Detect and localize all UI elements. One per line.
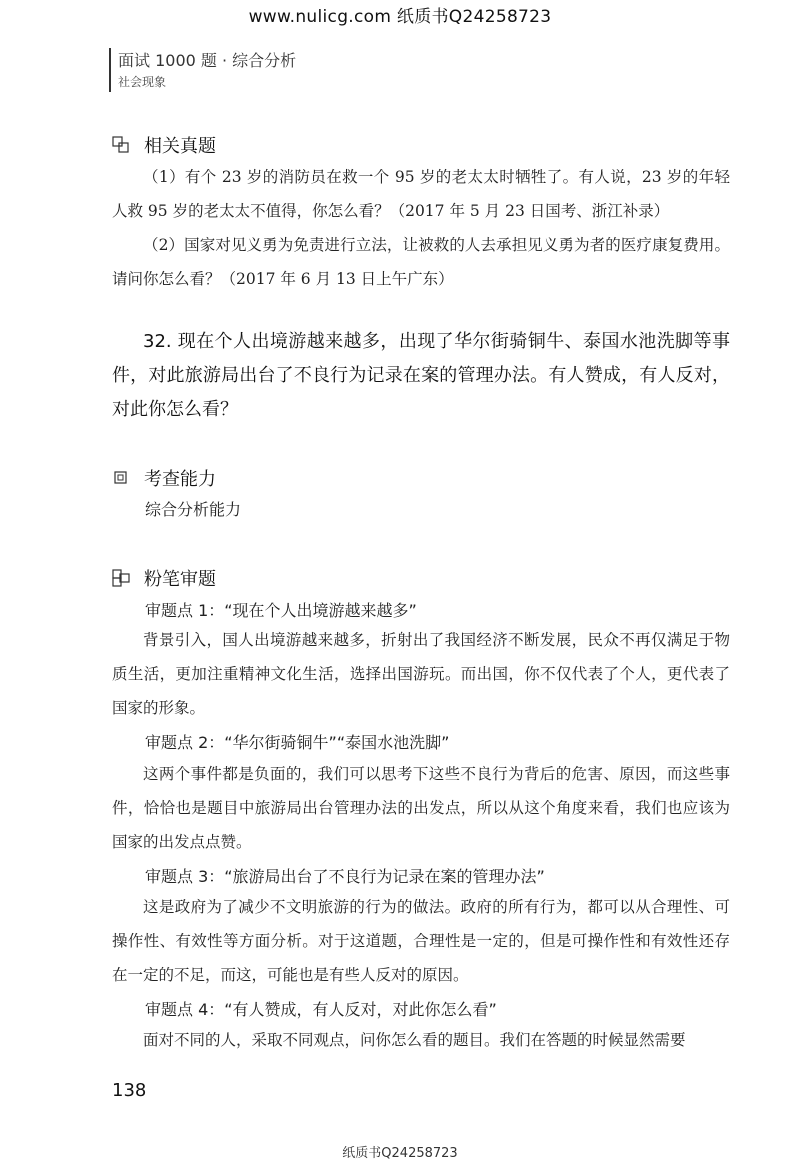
running-header-subtitle: 社会现象 xyxy=(118,75,167,89)
small-square-icon xyxy=(112,469,130,487)
page-number: 138 xyxy=(112,1080,147,1101)
running-header-title: 面试 1000 题 · 综合分析 xyxy=(118,51,297,70)
bottom-watermark: 纸质书Q24258723 xyxy=(342,1146,458,1161)
section-heading: 相关真题 xyxy=(144,136,216,157)
section-heading: 考查能力 xyxy=(144,469,216,490)
analysis-point-4-text: 面对不同的人，采取不同观点，问你怎么看的题目。我们在答题的时候显然需要 xyxy=(143,1031,686,1049)
analysis-point-3-label: 审题点 3：“旅游局出台了不良行为记录在案的管理办法” xyxy=(145,867,545,886)
double-square-icon xyxy=(112,136,130,154)
related-question-1: （1）有个 23 岁的消防员在救一个 95 岁的老太太时牺牲了。有人说，23 岁的年轻人救 95 岁的老太太不值得，你怎么看？（2017 年 5 月 23 日国考、浙江补录） xyxy=(112,168,730,220)
section-related-questions xyxy=(112,132,216,158)
header-rule xyxy=(109,48,111,92)
analysis-point-1-text: 背景引入，国人出境游越来越多，折射出了我国经济不断发展，民众不再仅满足于物质生活，更加注重精神文化生活，选择出国游玩。而出国，你不仅代表了个人，更代表了国家的形象。 xyxy=(112,631,730,717)
related-question-2: （2）国家对见义勇为免责进行立法，让被救的人去承担见义勇为者的医疗康复费用。请问你怎么看？（2017 年 6 月 13 日上午广东） xyxy=(112,236,730,288)
question-32: 32. 现在个人出境游越来越多，出现了华尔街骑铜牛、泰国水池洗脚等事件，对此旅游局出台了不良行为记录在案的管理办法。有人赞成，有人反对，对此你怎么看？ xyxy=(112,331,730,420)
stacked-square-icon xyxy=(112,569,130,587)
analysis-point-2-text: 这两个事件都是负面的，我们可以思考下这些不良行为背后的危害、原因，而这些事件，恰恰也是题目中旅游局出台管理办法的出发点，所以从这个角度来看，我们也应该为国家的出发点点赞。 xyxy=(112,765,730,851)
section-heading: 粉笔审题 xyxy=(144,569,216,590)
ability-text: 综合分析能力 xyxy=(145,500,242,519)
section-analysis xyxy=(112,565,216,591)
top-watermark: www.nulicg.com 纸质书Q24258723 xyxy=(248,7,552,27)
section-ability xyxy=(112,465,216,491)
analysis-point-2-label: 审题点 2：“华尔街骑铜牛”“泰国水池洗脚” xyxy=(145,733,450,752)
analysis-point-3-text: 这是政府为了减少不文明旅游的行为的做法。政府的所有行为，都可以从合理性、可操作性、有效性等方面分析。对于这道题，合理性是一定的，但是可操作性和有效性还存在一定的不足，而这，可能也是有些人反对的原因。 xyxy=(112,898,730,984)
analysis-point-4-label: 审题点 4：“有人赞成，有人反对，对此你怎么看” xyxy=(145,1000,497,1019)
analysis-point-1-label: 审题点 1：“现在个人出境游越来越多” xyxy=(145,601,417,620)
